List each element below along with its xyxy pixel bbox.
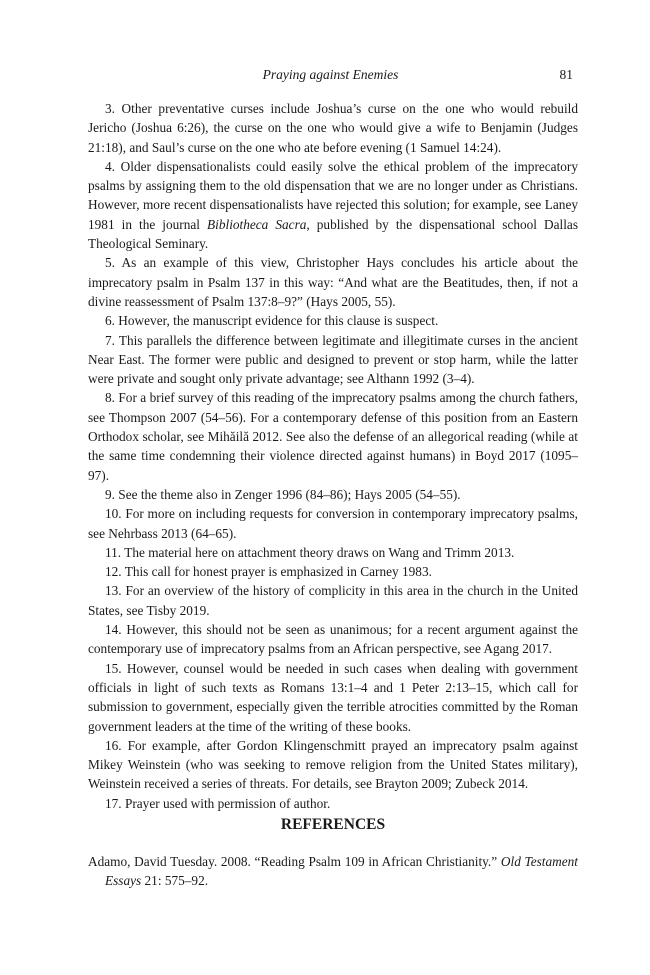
endnote-16 — [88, 736, 578, 794]
note-text: 13. For an overview of the history of complicity in this area in the church in the United States, see Tisby 2019. — [88, 583, 578, 618]
endnote-7 — [88, 331, 578, 389]
reference-text: Adamo, David Tuesday. 2008. “Reading Psalm 109 in African Christianity.” — [88, 854, 501, 869]
note-text: 8. For a brief survey of this reading of the imprecatory psalms among the church fathers, see Thompson 2007 (54–56). For a contemporary defense of this position from an Eastern Orthodox scholar, see Mihăilă 2012. See also the defense of an allegorical reading (while at the same time condemning their violence directed against humans) in Boyd 2017 (1095–97). — [88, 390, 578, 483]
endnote-13 — [88, 581, 578, 620]
note-text: 16. For example, after Gordon Klingenschmitt prayed an imprecatory psalm against Mikey Weinstein (who was seeking to remove religion from the United States military), Weinstein received a series of threats. For details, see Brayton 2009; Zubeck 2014. — [88, 737, 578, 792]
note-text: 10. For more on including requests for conversion in contemporary imprecatory psalms, see Nehrbass 2013 (64–65). — [88, 506, 578, 541]
endnote-11 — [88, 543, 578, 562]
endnote-10 — [88, 504, 578, 543]
note-text: 17. Prayer used with permission of author. — [105, 795, 331, 811]
running-title: Praying against Enemies — [262, 67, 399, 82]
endnote-6 — [88, 311, 578, 330]
references-heading: REFERENCES — [280, 816, 386, 833]
reference-text: 21: 575–92. — [141, 873, 209, 889]
reference-entry — [88, 852, 578, 891]
note-text: 14. However, this should not be seen as unanimous; for a recent argument against the contemporary use of imprecatory psalms from an African perspective, see Agang 2017. — [88, 622, 578, 657]
note-text: 9. See the theme also in Zenger 1996 (84–86); Hays 2005 (54–55). — [105, 486, 461, 502]
running-head — [88, 66, 573, 84]
endnote-8 — [88, 388, 578, 484]
endnote-3 — [88, 99, 578, 157]
note-text: 6. However, the manuscript evidence for this clause is suspect. — [105, 313, 439, 329]
note-text: 3. Other preventative curses include Joshua’s curse on the one who would rebuild Jericho (Joshua 6:26), the curse on the one who would give a wife to Benjamin (Judges 21:18), and Saul’s curse on the one who ate before evening (1 Samuel 14:24). — [88, 101, 578, 155]
endnote-12 — [88, 562, 578, 581]
note-text: 11. The material here on attachment theory draws on Wang and Trimm 2013. — [105, 544, 515, 560]
note-text: 4. Older dispensationalists could easily solve the ethical problem of the imprecatory psalms by assigning them to the old dispensation that we are no longer under as Christians. However, more recent dispensationalists have rejected this solution; for example, see Laney 1981 in the journal — [88, 158, 578, 232]
endnotes — [88, 99, 578, 813]
note-text: 5. As an example of this view, Christopher Hays concludes his article about the imprecatory psalm in Psalm 137 in this way: “And what are the Beatitudes, then, if not a divine reassessment of Psalm 137:8–9?” (Hays 2005, 55). — [88, 255, 578, 309]
endnote-5 — [88, 253, 578, 311]
note-text: 15. However, counsel would be needed in such cases when dealing with government officials in light of such texts as Romans 13:1–4 and 1 Peter 2:13–15, which call for submission to government, especially given the terrible atrocities committed by the Roman government leaders at the time of the writing of these books. — [88, 660, 578, 734]
page-number: 81 — [559, 67, 573, 82]
endnote-17 — [88, 794, 578, 813]
endnote-14 — [88, 620, 578, 659]
journal-title: Old Testament Essays — [105, 854, 578, 889]
endnote-15 — [88, 659, 578, 736]
note-text: 7. This parallels the difference between legitimate and illegitimate curses in the ancient Near East. The former were public and designed to prevent or stop harm, while the latter were private and sought only private advantage; see Althann 1992 (3–4). — [88, 332, 578, 387]
note-text: 12. This call for honest prayer is emphasized in Carney 1983. — [105, 564, 432, 580]
endnote-9 — [88, 485, 578, 504]
journal-title: Bibliotheca Sacra — [207, 216, 307, 232]
note-text: , published by the dispensational school Dallas Theological Seminary. — [88, 216, 578, 252]
endnote-4 — [88, 157, 578, 253]
